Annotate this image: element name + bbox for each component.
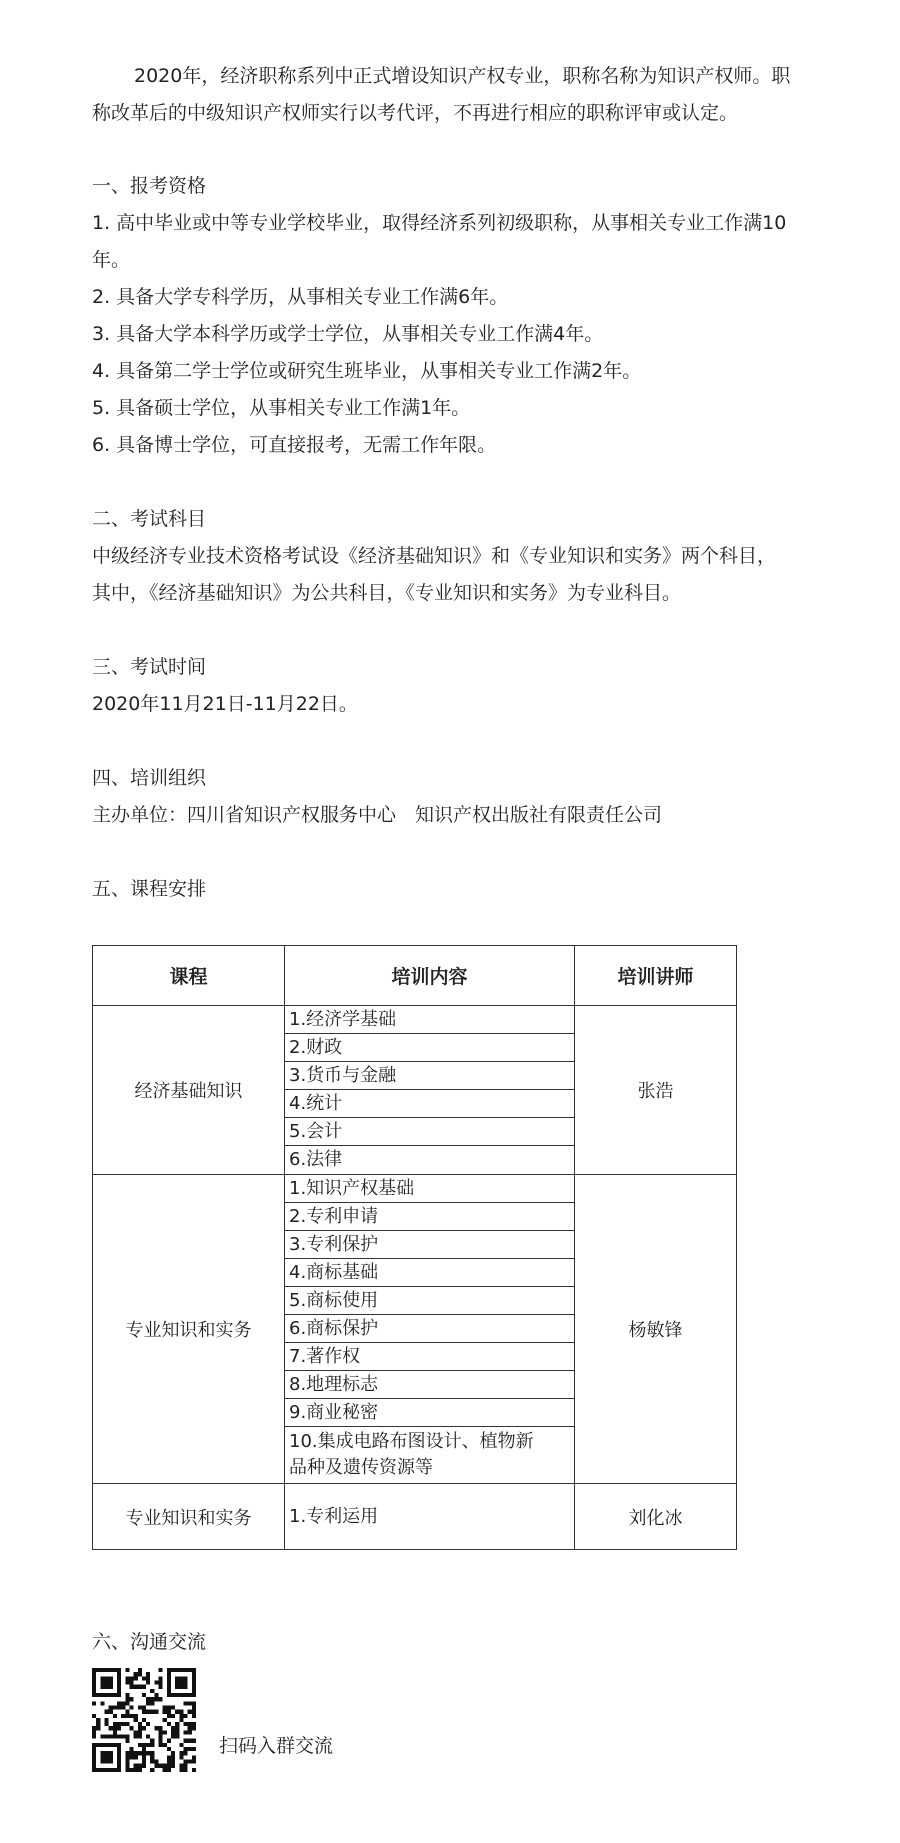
- content-item: 6.法律: [289, 1149, 343, 1170]
- exam-time-text: 2020年11月21日-11月22日。: [92, 693, 358, 715]
- eligibility-item-5: 5. 具备硕士学位，从事相关专业工作满1年。: [92, 397, 471, 419]
- course-cell: 经济基础知识: [93, 1006, 285, 1175]
- content-item: 3.专利保护: [285, 1231, 574, 1259]
- qr-caption: 扫码入群交流: [219, 1735, 334, 1757]
- content-item: 5.商标使用: [285, 1287, 574, 1315]
- course-schedule-table: [92, 945, 737, 1550]
- eligibility-item-6: 6. 具备博士学位，可直接报考，无需工作年限。: [92, 434, 497, 456]
- content-item: 1.经济学基础: [285, 1006, 574, 1034]
- section-heading-eligibility: 一、报考资格: [92, 175, 207, 197]
- content-item-line-2: 品种及遗传资源等: [289, 1457, 433, 1478]
- teacher-cell: 刘化冰: [575, 1484, 737, 1550]
- section-heading-contact: 六、沟通交流: [92, 1631, 207, 1653]
- course-cell: 专业知识和实务: [93, 1175, 285, 1484]
- intro-paragraph: [92, 58, 852, 132]
- eligibility-item-1-line-2: 年。: [92, 249, 131, 271]
- content-item: 4.统计: [285, 1090, 574, 1118]
- content-item: 6.商标保护: [285, 1315, 574, 1343]
- section-heading-schedule: 五、课程安排: [92, 878, 207, 900]
- eligibility-item-4: 4. 具备第二学士学位或研究生班毕业，从事相关专业工作满2年。: [92, 360, 642, 382]
- eligibility-item-3: 3. 具备大学本科学历或学士学位，从事相关专业工作满4年。: [92, 323, 604, 345]
- section-heading-exam-time: 三、考试时间: [92, 656, 207, 678]
- eligibility-item-2: 2. 具备大学专科学历，从事相关专业工作满6年。: [92, 286, 509, 308]
- content-cell: [285, 1484, 575, 1550]
- teacher-cell: 杨敏锋: [575, 1175, 737, 1484]
- qr-code[interactable]: [92, 1668, 196, 1772]
- intro-line-2: 称改革后的中级知识产权师实行以考代评，不再进行相应的职称评审或认定。: [92, 102, 739, 124]
- header-teacher: 培训讲师: [575, 946, 737, 1006]
- content-cell: [285, 1175, 575, 1484]
- table-row: [93, 1175, 737, 1484]
- content-item: 8.地理标志: [285, 1371, 574, 1399]
- content-item: 4.商标基础: [285, 1259, 574, 1287]
- content-item: 9.商业秘密: [285, 1399, 574, 1427]
- content-cell: [285, 1006, 575, 1175]
- content-item: 7.著作权: [285, 1343, 574, 1371]
- course-cell: 专业知识和实务: [93, 1484, 285, 1550]
- content-item: 5.会计: [285, 1118, 574, 1146]
- content-item: 1.知识产权基础: [285, 1175, 574, 1203]
- table-row: [93, 1006, 737, 1175]
- content-item: 3.货币与金融: [285, 1062, 574, 1090]
- content-item-line-1: 10.集成电路布图设计、植物新: [289, 1431, 534, 1452]
- table-row: [93, 1484, 737, 1550]
- section-heading-subjects: 二、考试科目: [92, 508, 207, 530]
- eligibility-item-1-line-1: 1. 高中毕业或中等专业学校毕业，取得经济系列初级职称，从事相关专业工作满10: [92, 212, 787, 234]
- intro-line-1: 2020年，经济职称系列中正式增设知识产权专业，职称名称为知识产权师。职: [134, 65, 791, 87]
- content-item: 2.财政: [285, 1034, 574, 1062]
- content-item: 2.专利申请: [285, 1203, 574, 1231]
- content-item: 1.专利运用: [289, 1505, 379, 1527]
- table-header-row: [93, 946, 737, 1006]
- header-content: 培训内容: [285, 946, 575, 1006]
- organizer-text: 主办单位：四川省知识产权服务中心 知识产权出版社有限责任公司: [92, 804, 663, 826]
- subjects-line-2: 其中，《经济基础知识》为公共科目，《专业知识和实务》为专业科目。: [92, 582, 682, 604]
- subjects-line-1: 中级经济专业技术资格考试设《经济基础知识》和《专业知识和实务》两个科目，: [92, 545, 777, 567]
- header-course: 课程: [93, 946, 285, 1006]
- content-item: [285, 1427, 574, 1483]
- teacher-cell: 张浩: [575, 1006, 737, 1175]
- section-heading-organizer: 四、培训组织: [92, 767, 207, 789]
